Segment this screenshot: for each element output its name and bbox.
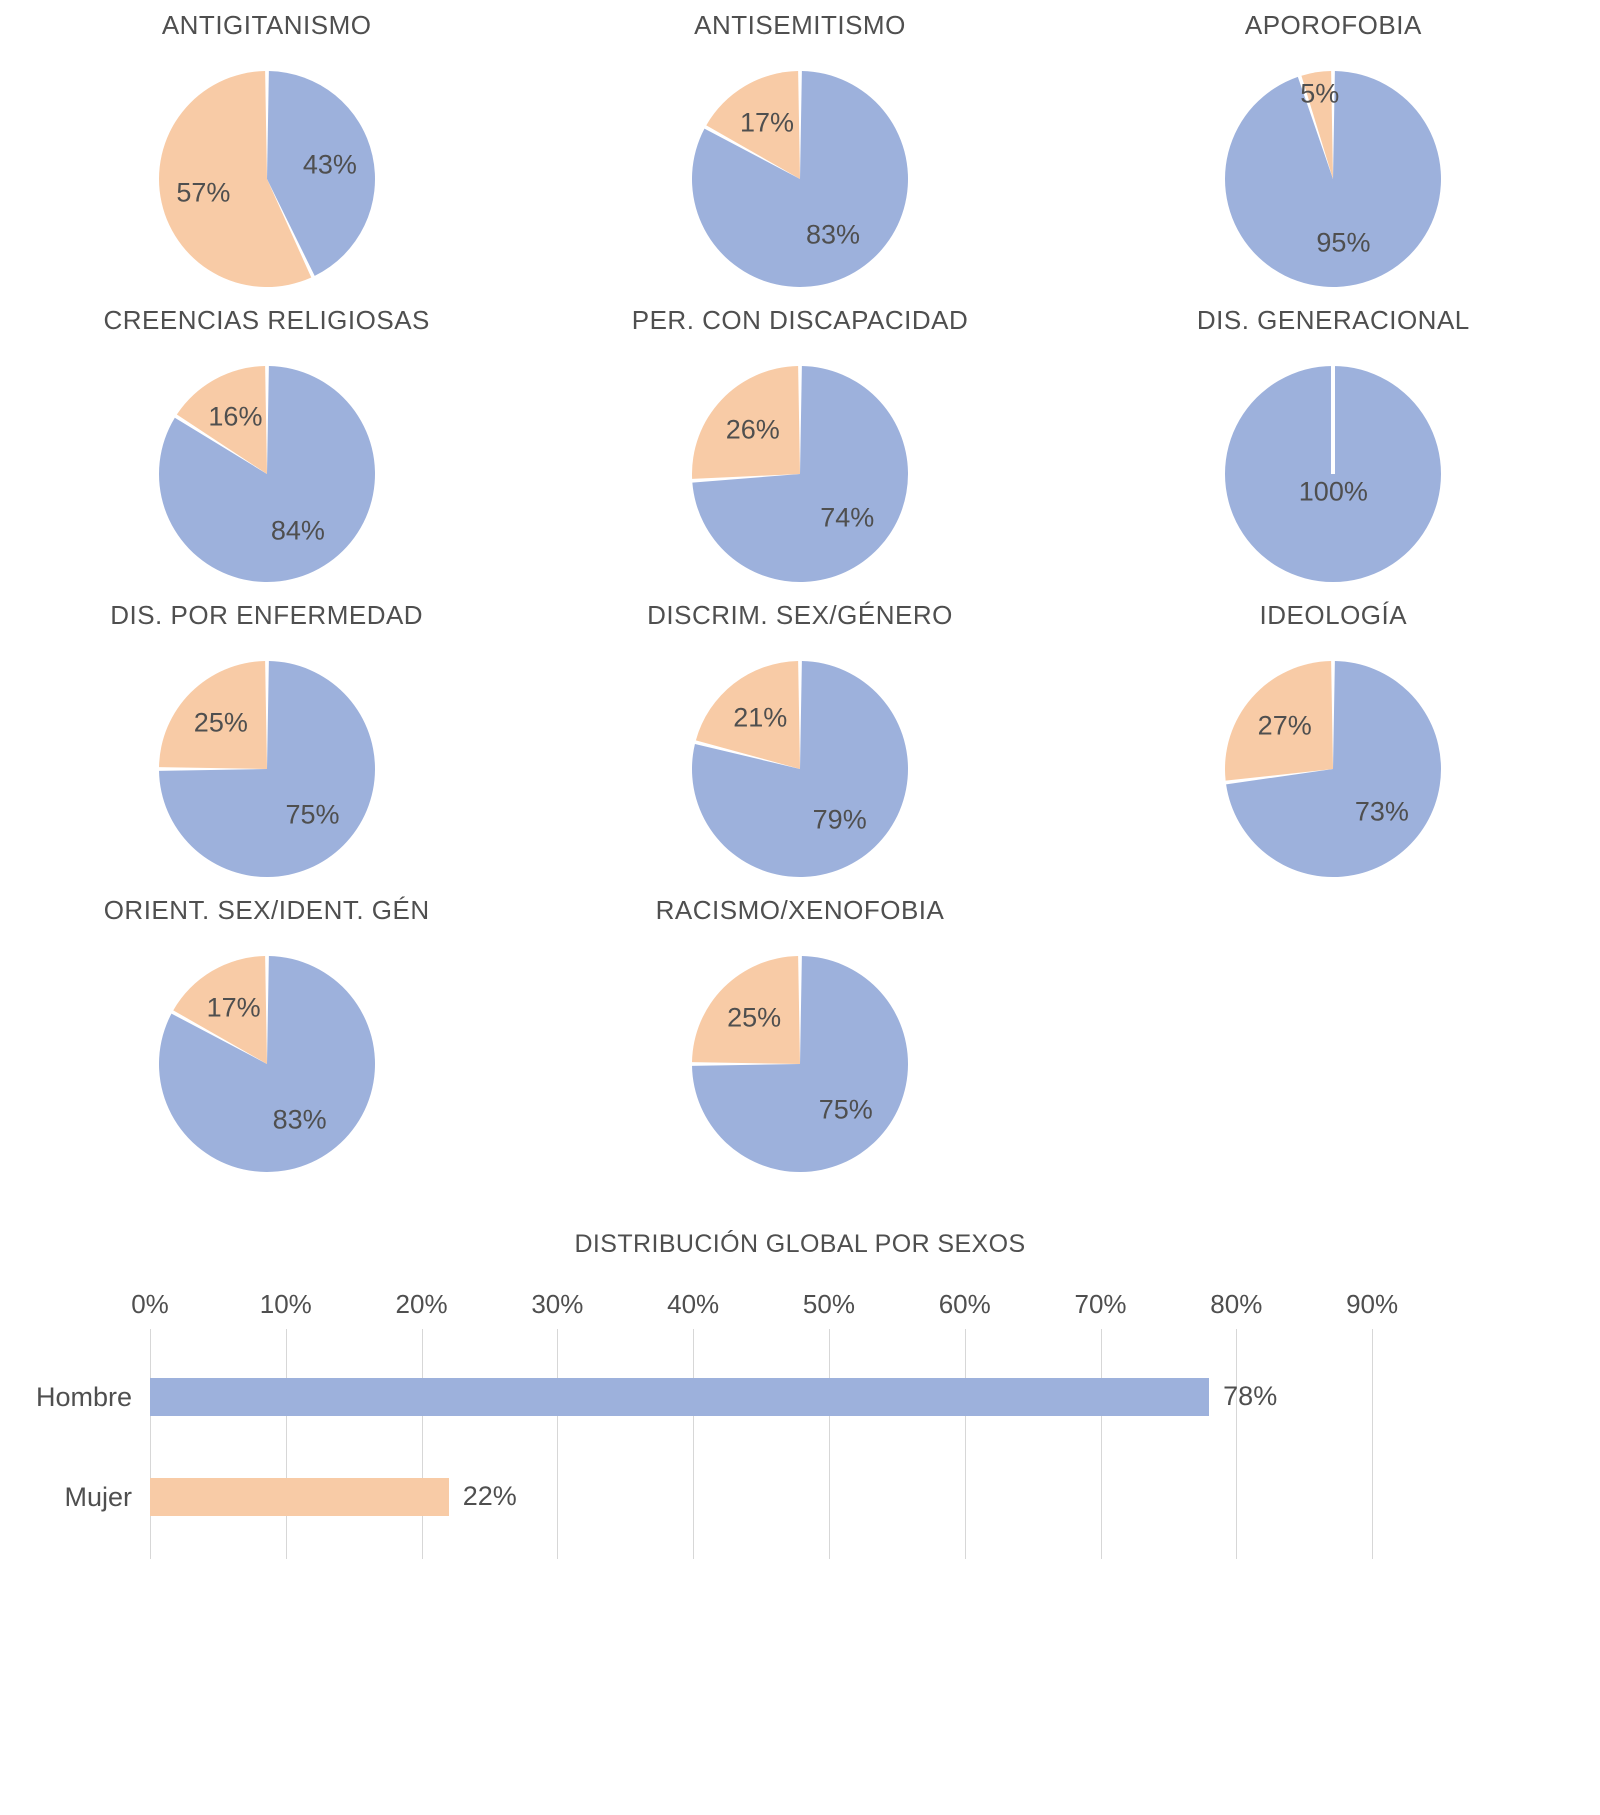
gridline (1236, 1329, 1237, 1559)
bar (150, 1478, 449, 1516)
pie-chart-row (0, 305, 1600, 600)
pie-slice-label: 83% (805, 219, 860, 250)
bar-value-label: 22% (462, 1481, 517, 1511)
bar-row (35, 1377, 1440, 1417)
pie-slice-label: 25% (727, 1002, 782, 1033)
x-axis-tick-label: 30% (531, 1289, 584, 1319)
pie-graphic (147, 59, 387, 299)
gridline (965, 1329, 966, 1559)
bar-plot (35, 1329, 1440, 1559)
bar-chart-plot-area (35, 1289, 1440, 1569)
bar-chart-section (0, 1230, 1600, 1569)
x-axis-tick-labels (131, 1289, 1440, 1329)
pie-slice-label: 74% (820, 502, 875, 533)
gridline (286, 1329, 287, 1559)
pie-slice-label: 83% (272, 1104, 327, 1135)
gridline (557, 1329, 558, 1559)
pie-slice-label: 100% (1298, 476, 1368, 507)
pie-chart-title: PER. CON DISCAPACIDAD (631, 305, 969, 335)
pie-slice-label: 26% (725, 414, 780, 445)
pie-chart-title: ANTISEMITISMO (694, 10, 906, 40)
x-axis-tick-label: 0% (131, 1289, 169, 1319)
pie-chart-title: IDEOLOGÍA (1259, 600, 1408, 630)
pie-graphic (1213, 59, 1453, 299)
pie-chart-9 (1067, 600, 1600, 889)
pie-graphic (680, 649, 920, 889)
pie-chart-row (0, 600, 1600, 895)
pie-slice-label: 79% (812, 804, 867, 835)
pie-chart-6 (1067, 305, 1600, 594)
x-axis-tick-label: 80% (1210, 1289, 1263, 1319)
pie-graphic (680, 944, 920, 1184)
pie-chart-2 (533, 10, 1066, 299)
gridline (150, 1329, 151, 1559)
x-axis-tick-label: 90% (1346, 1289, 1399, 1319)
bar-category-label: Hombre (35, 1381, 132, 1412)
pie-chart-title: DISCRIM. SEX/GÉNERO (647, 600, 953, 630)
pie-graphic (147, 944, 387, 1184)
x-axis-tick-label: 50% (802, 1289, 855, 1319)
pie-graphic (680, 354, 920, 594)
pie-chart-title: DIS. POR ENFERMEDAD (110, 600, 424, 630)
x-axis-tick-label: 70% (1074, 1289, 1127, 1319)
pie-slice-label: 16% (208, 401, 263, 432)
pie-slice-label: 75% (285, 799, 340, 830)
pie-chart-title: CREENCIAS RELIGIOSAS (103, 305, 430, 335)
pie-chart-7 (0, 600, 533, 889)
x-axis-tick-label: 20% (395, 1289, 448, 1319)
pie-graphic (1213, 649, 1453, 889)
pie-chart-row (0, 895, 1600, 1190)
pie-slice-label: 43% (302, 149, 357, 180)
pie-slice-label: 27% (1257, 710, 1312, 741)
pie-slice-label: 17% (206, 992, 261, 1023)
bar (150, 1378, 1209, 1416)
pie-chart-4 (0, 305, 533, 594)
x-axis-tick-label: 60% (938, 1289, 991, 1319)
pie-slice-label: 95% (1316, 227, 1371, 258)
pie-chart-title: APOROFOBIA (1244, 10, 1422, 40)
bar-row (64, 1477, 1440, 1517)
bar-chart-title: DISTRIBUCIÓN GLOBAL POR SEXOS (574, 1230, 1026, 1258)
pie-chart-title: DIS. GENERACIONAL (1196, 305, 1470, 335)
pie-slice-label: 73% (1354, 796, 1409, 827)
pie-slice-label: 21% (733, 702, 788, 733)
gridline (422, 1329, 423, 1559)
pie-chart-row (0, 10, 1600, 305)
gridline (1372, 1329, 1373, 1559)
pie-slice-label: 57% (176, 177, 231, 208)
pie-chart-5 (533, 305, 1066, 594)
gridline (1101, 1329, 1102, 1559)
pie-chart-title: ANTIGITANISMO (161, 10, 372, 40)
pie-slice-label: 75% (818, 1094, 873, 1125)
pie-slice-label: 17% (739, 107, 795, 138)
pie-chart-title: RACISMO/XENOFOBIA (655, 895, 945, 925)
pie-slice-label: 84% (270, 515, 325, 546)
pie-graphic (1213, 354, 1453, 594)
bar-value-label: 78% (1223, 1381, 1278, 1411)
x-axis-tick-label: 40% (667, 1289, 720, 1319)
pie-chart-title: ORIENT. SEX/IDENT. GÉN (103, 895, 430, 925)
pie-slice-gap (1331, 366, 1335, 474)
pie-chart-10 (0, 895, 533, 1184)
x-axis-tick-label: 10% (259, 1289, 312, 1319)
pie-chart-8 (533, 600, 1066, 889)
pie-graphic (680, 59, 920, 299)
pie-graphic (147, 354, 387, 594)
pie-chart-1 (0, 10, 533, 299)
pie-chart-3 (1067, 10, 1600, 299)
gridline (829, 1329, 830, 1559)
pie-graphic (147, 649, 387, 889)
pie-slice-label: 25% (193, 707, 248, 738)
gridline (693, 1329, 694, 1559)
bar-category-label: Mujer (64, 1481, 132, 1512)
pie-chart-11 (533, 895, 1066, 1184)
pie-slice-label: 5% (1300, 78, 1340, 109)
